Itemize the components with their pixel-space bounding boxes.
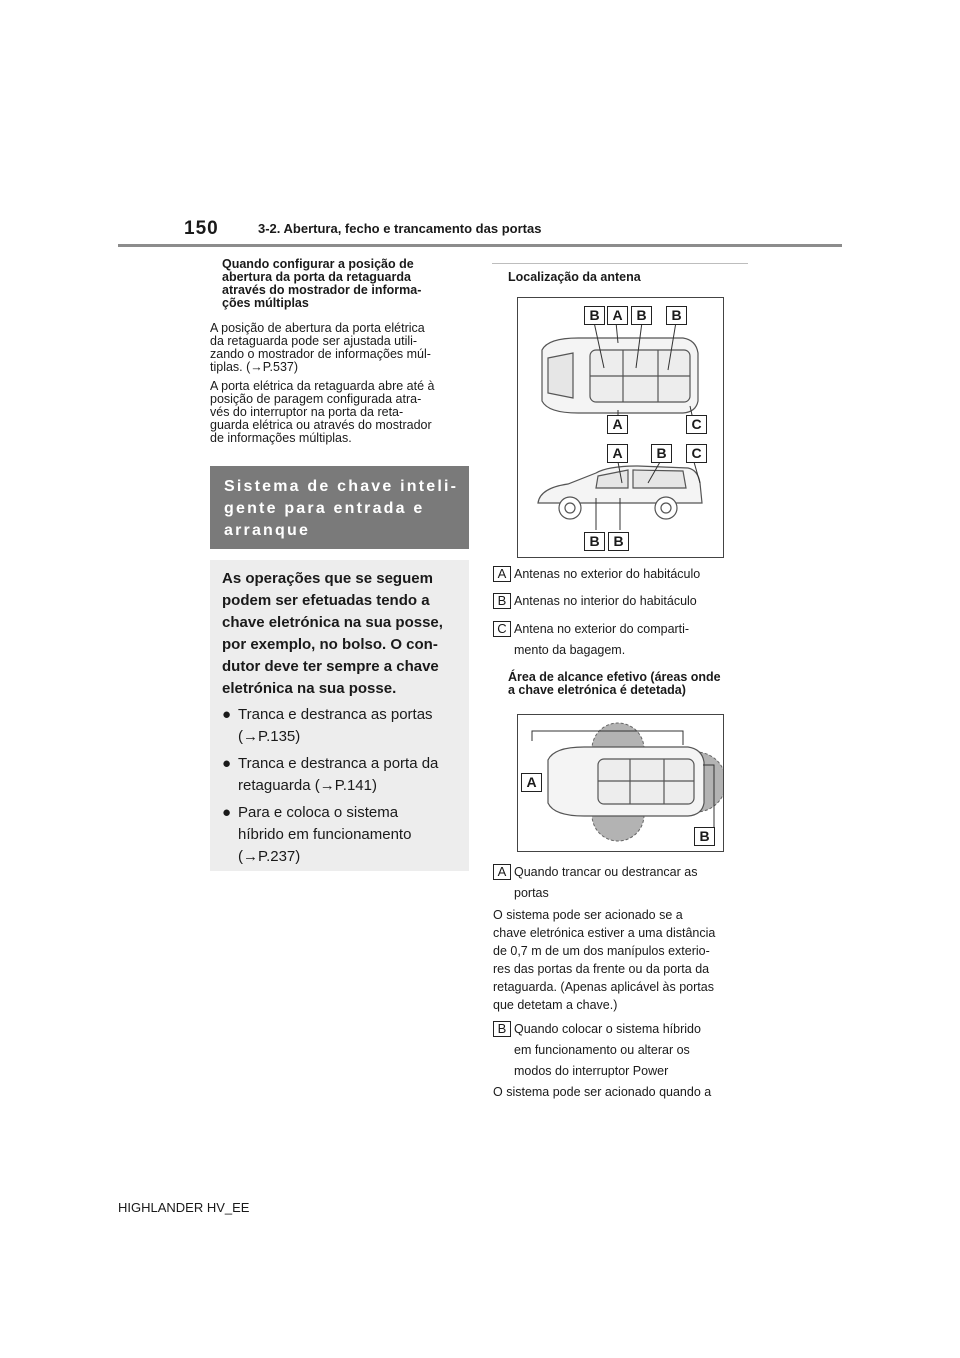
range-figure [517, 714, 724, 852]
legend-text-c: Antena no exterior do comparti- mento da bagagem. [514, 622, 690, 657]
item-text-b: Quando colocar o sistema híbrido em funcionamento ou alterar os modos do interruptor Power [514, 1022, 701, 1078]
bullet-dot-icon: ● [222, 706, 232, 723]
callout-b: B [584, 306, 605, 325]
callout-b: B [694, 827, 715, 846]
page-reference[interactable]: (→P.237) [238, 848, 301, 865]
footer-model: HIGHLANDER HV_EE [118, 1200, 250, 1215]
legend-text-b: Antenas no interior do habitáculo [514, 594, 697, 608]
rule [492, 263, 748, 264]
bullet-dot-icon: ● [222, 755, 232, 772]
callout-b: B [666, 306, 687, 325]
item-text-a: Quando trancar ou destrancar as portas [514, 865, 698, 900]
paragraph-power-range: O sistema pode ser acionado quando a [493, 1085, 712, 1099]
info-box [210, 560, 469, 871]
info-box-lead: As operações que se seguem podem ser efetuadas tendo a chave eletrónica na sua posse, por exemplo, no bolso. O con- dutor deve ter sempre a chave eletrónica na sua posse. [222, 570, 443, 697]
bullet-hybrid-system: ● Para e coloca o sistema híbrido em funcionamento (→P.237) [222, 802, 467, 868]
callout-b: B [631, 306, 652, 325]
callout-a: A [607, 444, 628, 463]
bullet-dot-icon: ● [222, 804, 232, 821]
callout-b: B [584, 532, 605, 551]
bullet-lock-back-door: ● Tranca e destranca a porta da retaguarda (→P.141) [222, 753, 467, 797]
section-heading: 3-2. Abertura, fecho e trancamento das portas [258, 221, 542, 236]
detection-range-illustration [518, 715, 723, 851]
legend-key-c: C [493, 621, 511, 637]
callout-a: A [607, 415, 628, 434]
callout-b: B [651, 444, 672, 463]
header-rule [118, 244, 842, 247]
subheading: Quando configurar a posição de abertura da porta da retaguarda através do mostrador de informa- ções múltiplas [222, 257, 422, 310]
section-title: Sistema de chave inteli- gente para entrada e arranque [224, 478, 459, 539]
antenna-heading: Localização da antena [508, 270, 641, 284]
page-reference[interactable]: retaguarda (→P.141) [238, 777, 377, 794]
legend-text-a: Antenas no exterior do habitáculo [514, 567, 701, 581]
paragraph-lock-range: O sistema pode ser acionado se a chave eletrónica estiver a uma distância de 0,7 m de um dos manípulos exterio- res das portas da frente ou da porta da retaguarda. (Apenas aplicável às portas que detetam a chave.) [493, 908, 716, 1012]
legend-key-b: B [493, 593, 511, 609]
callout-b: B [608, 532, 629, 551]
callout-c: C [686, 444, 707, 463]
range-heading: Área de alcance efetivo (áreas onde a chave eletrónica é detetada) [508, 670, 721, 697]
item-key-a: A [493, 864, 511, 880]
section-title-box [210, 466, 469, 549]
callout-a: A [521, 773, 542, 792]
paragraph-open-position: A posição de abertura da porta elétrica da retaguarda pode ser ajustada utili- zando o mostrador de informações múl- tiplas. (→P.537) [210, 321, 431, 374]
callout-a: A [607, 306, 628, 325]
callout-c: C [686, 415, 707, 434]
paragraph-power-door: A porta elétrica da retaguarda abre até à posição de paragem configurada atra- vés do interruptor na porta da reta- guarda elétrica ou através do mostrador de informações múltiplas. [210, 379, 435, 445]
legend-key-a: A [493, 566, 511, 582]
item-key-b: B [493, 1021, 511, 1037]
page-reference[interactable]: (→P.135) [238, 728, 301, 745]
page-number: 150 [184, 218, 219, 239]
bullet-lock-doors: ● Tranca e destranca as portas (→P.135) [222, 704, 467, 748]
antenna-figure [517, 297, 724, 558]
